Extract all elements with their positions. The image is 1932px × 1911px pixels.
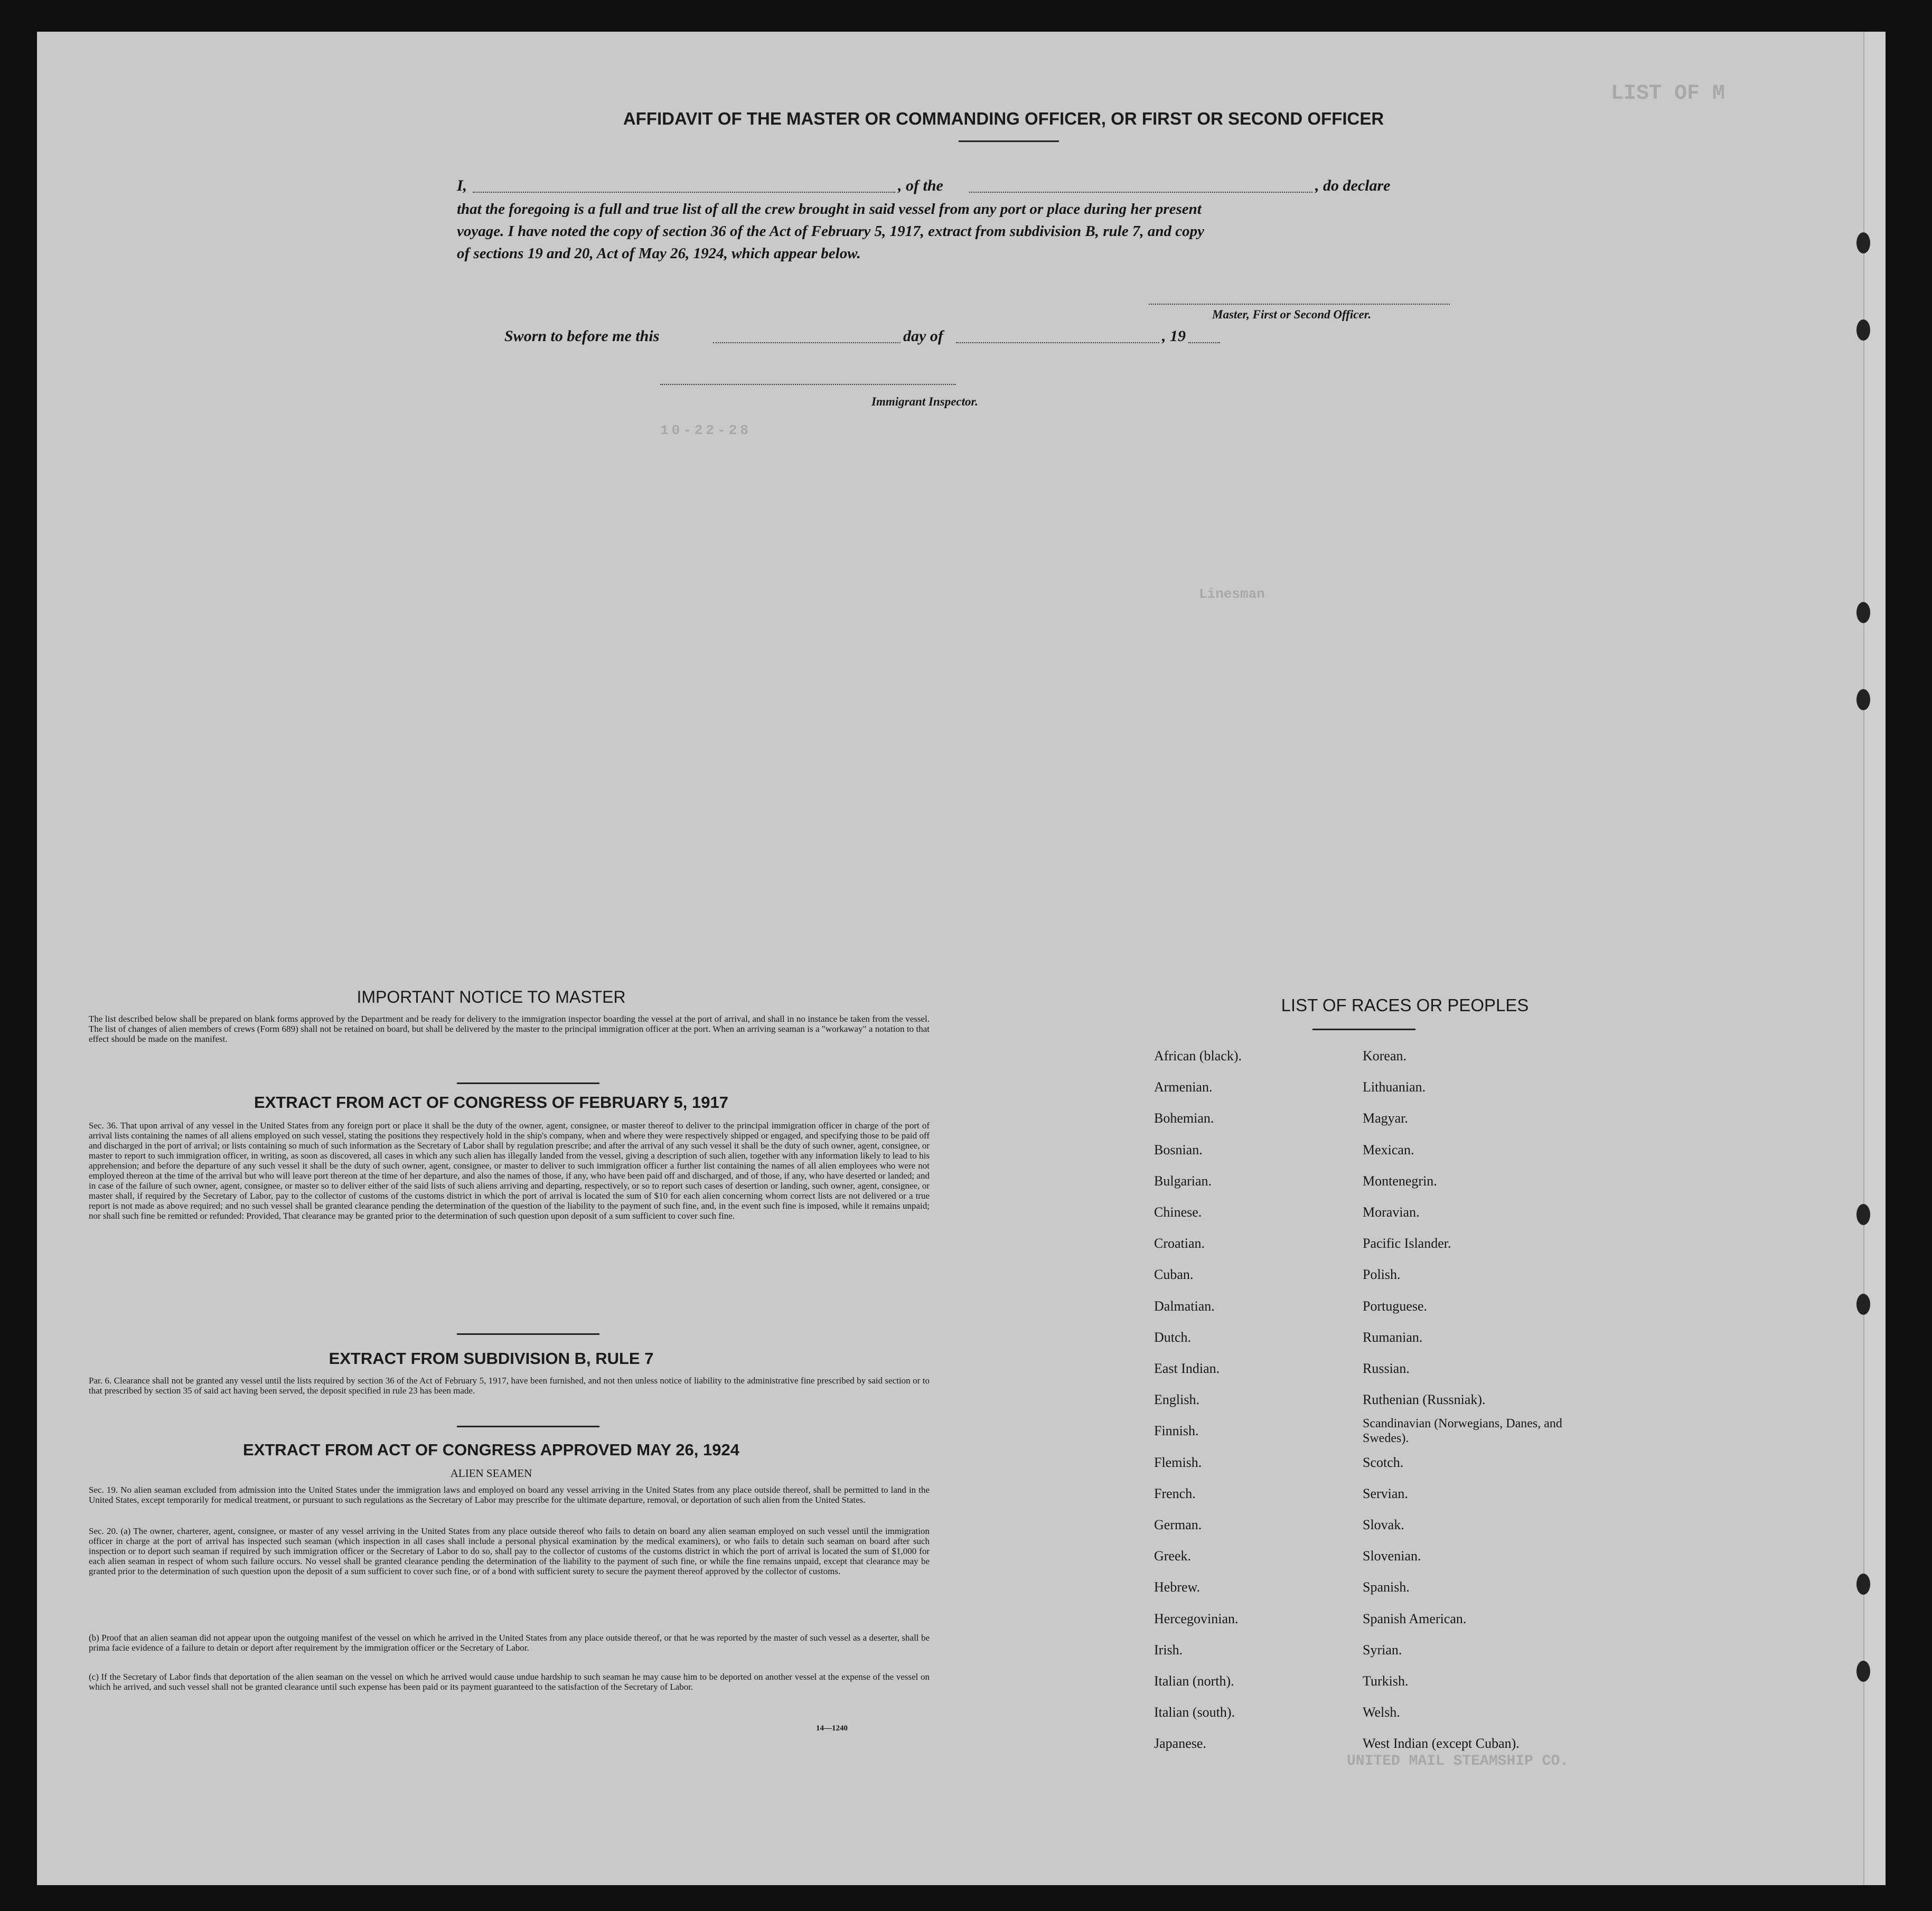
race-item: Turkish. <box>1363 1673 1409 1689</box>
race-item: Bosnian. <box>1154 1142 1203 1157</box>
act-1924-title: EXTRACT FROM ACT OF CONGRESS APPROVED MAY 26, 1924 <box>243 1441 739 1459</box>
races-title: LIST OF RACES OR PEOPLES <box>1281 995 1529 1015</box>
notice-title: IMPORTANT NOTICE TO MASTER <box>357 987 626 1006</box>
race-item: Armenian. <box>1154 1079 1213 1095</box>
affidavit-title: AFFIDAVIT OF THE MASTER OR COMMANDING OFFICER, OR FIRST OR SECOND OFFICER <box>623 109 1384 128</box>
rule-7-title: EXTRACT FROM SUBDIVISION B, RULE 7 <box>329 1349 654 1368</box>
document-page <box>37 32 1886 1885</box>
race-item: Italian (south). <box>1154 1705 1235 1720</box>
race-item: Syrian. <box>1363 1642 1402 1658</box>
binder-hole <box>1856 1661 1870 1682</box>
race-item: Japanese. <box>1154 1736 1206 1752</box>
race-item: Slovak. <box>1363 1517 1404 1533</box>
race-item: Scandinavian (Norwegians, Danes, and Swedes). <box>1363 1417 1562 1446</box>
race-item: Irish. <box>1154 1642 1183 1658</box>
bleed-through-text: Linesman <box>1199 586 1265 602</box>
binder-hole <box>1856 602 1870 623</box>
race-item: Cuban. <box>1154 1267 1194 1283</box>
race-item: Russian. <box>1363 1361 1410 1377</box>
race-item: African (black). <box>1154 1048 1242 1063</box>
of-the-label: , of the <box>898 177 943 194</box>
inspector-caption: Immigrant Inspector. <box>871 395 978 408</box>
binder-hole <box>1856 1294 1870 1315</box>
adjacent-page-edge <box>1863 32 1886 1885</box>
race-item: Polish. <box>1363 1267 1401 1283</box>
section-divider <box>457 1333 599 1335</box>
day-of-label: day of <box>903 327 943 345</box>
race-item: Moravian. <box>1363 1204 1420 1220</box>
inspector-signature-field[interactable] <box>660 384 956 385</box>
title-underline <box>959 140 1059 142</box>
bleed-through-text: LIST OF M <box>1611 82 1725 106</box>
race-item: West Indian (except Cuban). <box>1363 1736 1520 1752</box>
race-item: Pacific Islander. <box>1363 1236 1451 1251</box>
race-item: Magyar. <box>1363 1110 1408 1126</box>
race-item: Korean. <box>1363 1048 1407 1063</box>
race-item: Slovenian. <box>1363 1548 1421 1564</box>
race-item: Spanish American. <box>1363 1611 1467 1626</box>
form-number: 14—1240 <box>816 1724 848 1733</box>
binder-hole <box>1856 689 1870 710</box>
declarant-prefix: I, <box>457 177 467 194</box>
declarant-name-field[interactable] <box>473 192 895 193</box>
race-item: Scotch. <box>1363 1454 1404 1470</box>
race-item: Hercegovinian. <box>1154 1611 1239 1626</box>
race-item: Mexican. <box>1363 1142 1414 1157</box>
race-item: Bohemian. <box>1154 1110 1214 1126</box>
sworn-day-field[interactable] <box>713 342 901 343</box>
sworn-line <box>504 327 1270 345</box>
master-signature-field[interactable] <box>1149 304 1450 305</box>
binder-hole <box>1856 319 1870 341</box>
section-divider <box>457 1082 599 1084</box>
notice-body: The list described below shall be prepared on blank forms approved by the Department and be ready for delivery to the immigration inspector boarding the vessel at the port of arrival, and shall in no instance be taken from the vessel. The list of changes of alien members of crews (Form 689) shall not be retained on board, but shall be delivered by the master to the principal immigration officer at the port. When an arriving seaman is a "workaway" a notation to that effect should be made on the manifest. <box>89 1014 930 1044</box>
race-item: Spanish. <box>1363 1579 1410 1595</box>
section-divider <box>457 1426 599 1427</box>
act-1917-body: Sec. 36. That upon arrival of any vessel in the United States from any foreign port or place it shall be the duty of the owner, agent, consignee, or master thereof to deliver to the principal immigration officer in charge of the port of arrival lists containing the names of all aliens employed on such vessel, stating the positions they respectively hold in the ship's company, when and where they were respectively shipped or engaged, and specifying those to be paid off and discharged in the port of arrival; or lists containing so much of such information as the Secretary of Labor shall by regulation prescribe; and after the arrival of any such vessel it shall be the duty of such owner, agent, consignee, or master to report to such immigration officer, in writing, as soon as discovered, all cases in which any such alien has illegally landed from the vessel, giving a description of such alien, together with any information likely to lead to his apprehension; and before the departure of any such vessel it shall be the duty of such owner, agent, consignee, or master to deliver to such immigration officer a further list containing the names of all alien employees who were not employed thereon at the time of the arrival but who will leave port thereon at the time of her departure, and also the names of those, if any, who have been paid off and discharged, and of those, if any, who have deserted or landed; and in case of the failure of such owner, agent, consignee, or master so to deliver either of the said lists of such aliens arriving and departing, respectively, or so to report such cases of desertion or landing, such owner, agent, consignee, or master shall, if required by the Secretary of Labor, pay to the collector of customs of the customs district in which the port of arrival is located the sum of $10 for each alien concerning whom correct lists are not delivered or a true report is not made as above required; and no such vessel shall be granted clearance pending the determination of the question of the liability to the payment of such fine, and, in the event such fine is imposed, while it remains unpaid; nor shall such fine be remitted or refunded: Provided, That clearance may be granted prior to the determination of such question upon deposit of a sum sufficient to cover such fine. <box>89 1121 930 1221</box>
binder-hole <box>1856 1204 1870 1225</box>
race-item: Greek. <box>1154 1548 1192 1564</box>
bleed-through-text: 10-22-28 <box>660 422 752 438</box>
year-label: , 19 <box>1162 327 1186 345</box>
race-item: Hebrew. <box>1154 1579 1201 1595</box>
race-item: French. <box>1154 1485 1196 1501</box>
affidavit-line-4: of sections 19 and 20, Act of May 26, 1924, which appear below. <box>457 245 861 262</box>
vessel-name-field[interactable] <box>969 192 1312 193</box>
race-item: Chinese. <box>1154 1204 1202 1220</box>
races-right-column <box>1363 1040 1595 1759</box>
act-1924-sec-19: Sec. 19. No alien seaman excluded from admission into the United States under the immigration laws and employed on board any vessel arriving in the United States from any place outside thereof, shall be permitted to land in the United States, except temporarily for medical treatment, or pursuant to such regulations as the Secretary of Labor may prescribe for the ultimate departure, removal, or deportation of such alien from the United States. <box>89 1485 930 1505</box>
act-1924-sec-20c: (c) If the Secretary of Labor finds that deportation of the alien seaman on the vessel on which he arrived would cause undue hardship to such seaman he may cause him to be deported on another vessel at the expense of the vessel on which he arrived, and such vessel shall not be granted clearance until such expense has been paid or its payment guaranteed to the satisfaction of the Secretary of Labor. <box>89 1672 930 1692</box>
race-item: East Indian. <box>1154 1361 1220 1377</box>
sworn-year-field[interactable] <box>1188 342 1220 343</box>
race-item: German. <box>1154 1517 1202 1533</box>
race-item: Lithuanian. <box>1363 1079 1426 1095</box>
race-item: Welsh. <box>1363 1705 1400 1720</box>
binder-hole <box>1856 232 1870 253</box>
race-item: Finnish. <box>1154 1423 1199 1439</box>
race-item: English. <box>1154 1392 1199 1408</box>
races-title-underline <box>1312 1029 1415 1030</box>
race-item: Montenegrin. <box>1363 1173 1437 1189</box>
affidavit-line-3: voyage. I have noted the copy of section 36 of the Act of February 5, 1917, extract from subdivision B, rule 7, and copy <box>457 223 1204 240</box>
race-item: Croatian. <box>1154 1236 1205 1251</box>
master-caption: Master, First or Second Officer. <box>1212 308 1372 321</box>
race-item: Portuguese. <box>1363 1298 1428 1314</box>
act-1924-sec-20b: (b) Proof that an alien seaman did not appear upon the outgoing manifest of the vessel on which he arrived in the United States from any place outside thereof, or that he was reported by the master of such vessel as a deserter, shall be prima facie evidence of a failure to detain or deport after requirement by the immigration officer or the Secretary of Labor. <box>89 1633 930 1653</box>
race-item: Flemish. <box>1154 1454 1202 1470</box>
declare-label: , do declare <box>1315 177 1391 194</box>
bleed-through-text: UNITED MAIL STEAMSHIP CO. <box>1347 1753 1569 1769</box>
race-item: Ruthenian (Russniak). <box>1363 1392 1486 1408</box>
affidavit-line-2: that the foregoing is a full and true list of all the crew brought in said vessel from any port or place during her present <box>457 201 1202 218</box>
sworn-label: Sworn to before me this <box>504 327 660 345</box>
rule-7-body: Par. 6. Clearance shall not be granted any vessel until the lists required by section 36 of the Act of February 5, 1917, have been furnished, and not then unless notice of liability to the administrative fine prescribed by said section or to that prescribed by section 35 of said act having been served, the deposit specified in rule 23 has been made. <box>89 1376 930 1396</box>
race-item: Servian. <box>1363 1485 1408 1501</box>
act-1924-sec-20a: Sec. 20. (a) The owner, charterer, agent, consignee, or master of any vessel arriving in the United States from any place outside thereof who fails to detain on board any alien seaman employed on such vessel until the immigration officer in charge at the port of arrival has inspected such seaman (which inspection in all cases shall include a personal physical examination by the medical examiners), or who fails to detain such seaman on board after such inspection or to deport such seaman if required by such immigration officer or the Secretary of Labor to do so, shall pay to the collector of customs of the customs district in which the port of arrival is located the sum of $1,000 for each alien seaman in respect of whom such failure occurs. No vessel shall be granted clearance pending the determination of the liability to the payment of such fine, or while the fine remains unpaid, except that clearance may be granted prior to the determination of such question upon the deposit of a sum sufficient to cover such fine, or of a bond with sufficient surety to secure the payment thereof approved by the collector of customs. <box>89 1526 930 1576</box>
race-item: Dalmatian. <box>1154 1298 1215 1314</box>
act-1917-title: EXTRACT FROM ACT OF CONGRESS OF FEBRUARY 5, 1917 <box>254 1093 728 1112</box>
affidavit-line-1 <box>457 177 1529 195</box>
race-item: Rumanian. <box>1363 1329 1423 1345</box>
races-left-column <box>1154 1040 1344 1759</box>
race-item: Bulgarian. <box>1154 1173 1212 1189</box>
race-item: Dutch. <box>1154 1329 1192 1345</box>
race-item: Italian (north). <box>1154 1673 1234 1689</box>
alien-seamen-subtitle: ALIEN SEAMEN <box>450 1467 532 1480</box>
sworn-month-field[interactable] <box>956 342 1159 343</box>
binder-hole <box>1856 1574 1870 1595</box>
